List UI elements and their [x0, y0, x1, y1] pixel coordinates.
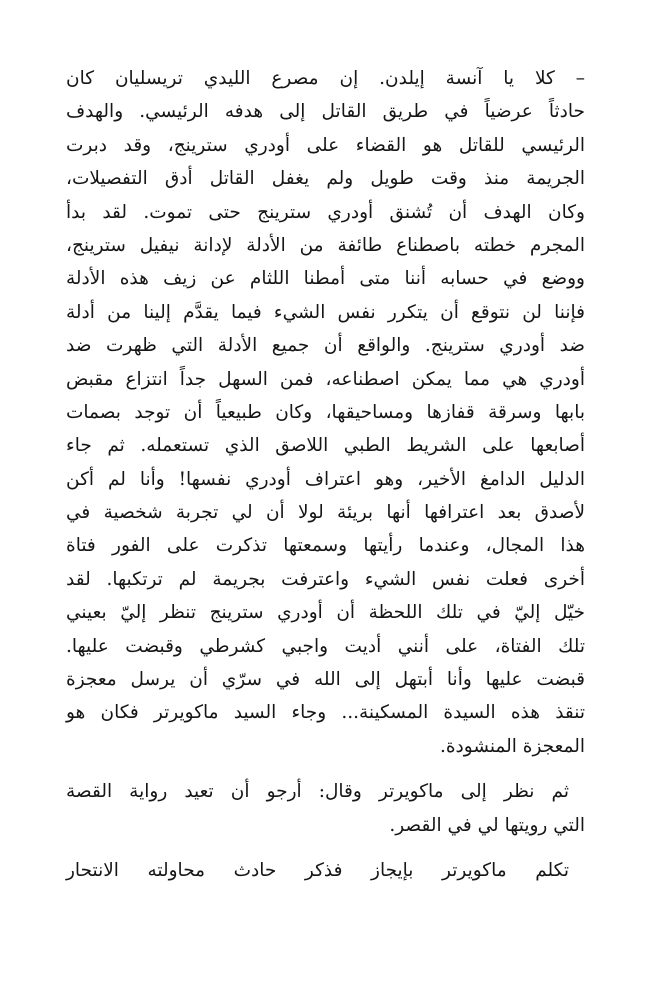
text-line: المجرم خطته باصطناع طائفة من الأدلة لإدانة نيفيل سترينج،	[66, 234, 585, 256]
text-line: الدليل الدامغ الأخير، وهو اعتراف أودري نفسها! وأنا لم أكن	[66, 468, 585, 490]
text-line: الرئيسي للقاتل هو القضاء على أودري سترينج، وقد دبرت	[66, 134, 585, 156]
paragraph-3	[66, 854, 585, 887]
text-line: ووضع في حسابه أننا متى أمطنا اللثام عن زيف هذه الأدلة	[66, 268, 585, 290]
paragraph-gap	[66, 842, 585, 854]
text-line: تنقذ هذه السيدة المسكينة... وجاء السيد ماكويرتر فكان هو	[66, 702, 585, 724]
text-line: تلك الفتاة، على أنني أديت واجبي كشرطي وقبضت عليها.	[66, 635, 585, 657]
text-line: لأصدق بعد اعترافها أنها بريئة لولا أن لي تجربة شخصية في	[66, 502, 585, 524]
text-line: حادثاً عرضياً في طريق القاتل إلى هدفه الرئيسي. والهدف	[66, 101, 585, 123]
text-line: ثم نظر إلى ماكويرتر وقال: أرجو أن تعيد رواية القصة	[66, 781, 569, 803]
text-line: – كلا يا آنسة إيلدن. إن مصرع الليدي تريسليان كان	[66, 68, 585, 89]
text-line: خيّل إليّ في تلك اللحظة أن أودري سترينج تنظر إليّ بعيني	[66, 602, 585, 624]
text-line: أودري هي مما يمكن اصطناعه، فمن السهل جداً انتزاع مقبض	[66, 368, 585, 390]
text-line: المعجزة المنشودة.	[439, 735, 585, 757]
text-line: تكلم ماكويرتر بإيجاز فذكر حادث محاولته الانتحار	[66, 859, 569, 881]
text-line: الجريمة منذ وقت طويل ولم يغفل القاتل أدق التفصيلات،	[66, 168, 585, 190]
text-line: ضد أودري سترينج. والواقع أن جميع الأدلة التي ظهرت ضد	[66, 335, 585, 357]
text-line: أخرى فعلت نفس الشيء واعترفت بجريمة لم ترتكبها. لقد	[66, 568, 585, 590]
text-line: فإننا لن نتوقع أن يتكرر نفس الشيء فيما يقدَّم إلينا من أدلة	[66, 301, 585, 323]
paragraph-1	[66, 62, 585, 763]
text-line: بابها وسرقة قفازها ومساحيقها، وكان طبيعياً أن توجد بصمات	[66, 401, 585, 423]
text-line: وكان الهدف أن تُشنق أودري سترينج حتى تموت. لقد بدأ	[66, 201, 585, 223]
text-line: أصابعها على الشريط الطبي اللاصق الذي تستعمله. ثم جاء	[66, 435, 585, 457]
paragraph-gap	[66, 763, 585, 775]
text-line: هذا المجال، وعندما رأيتها وسمعتها تذكرت على الفور فتاة	[66, 535, 585, 557]
book-page	[66, 62, 585, 887]
text-line: التي رويتها لي في القصر.	[389, 814, 585, 836]
paragraph-2	[66, 775, 585, 842]
text-line: قبضت عليها وأنا أبتهل إلى الله في سرّي أن يرسل معجزة	[66, 669, 585, 691]
